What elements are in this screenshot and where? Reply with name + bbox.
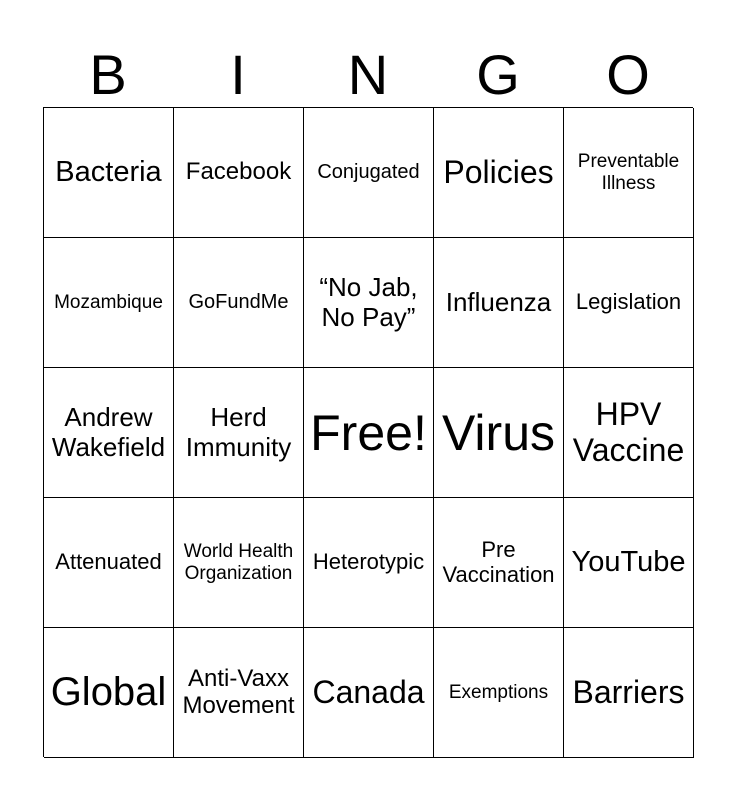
bingo-cell[interactable] bbox=[564, 498, 694, 628]
bingo-card-grid bbox=[43, 107, 693, 757]
header-letter-o: O bbox=[606, 43, 650, 106]
bingo-cell[interactable] bbox=[434, 238, 564, 368]
bingo-cell-label: Virus bbox=[441, 404, 555, 461]
bingo-cell[interactable] bbox=[434, 108, 564, 238]
bingo-cell[interactable] bbox=[174, 628, 304, 758]
bingo-cell[interactable] bbox=[304, 238, 434, 368]
bingo-cell-label: Attenuated bbox=[55, 549, 162, 575]
bingo-cell[interactable] bbox=[174, 368, 304, 498]
bingo-cell-label: GoFundMe bbox=[188, 291, 289, 314]
bingo-cell-label: Andrew Wakefield bbox=[51, 402, 166, 462]
bingo-cell[interactable] bbox=[44, 628, 174, 758]
bingo-cell[interactable] bbox=[44, 238, 174, 368]
bingo-cell-label: Mozambique bbox=[54, 291, 163, 313]
bingo-cell-label: Herd Immunity bbox=[185, 402, 292, 462]
bingo-cell-label: Barriers bbox=[572, 673, 685, 710]
bingo-cell-label: Legislation bbox=[575, 289, 682, 315]
bingo-cell[interactable] bbox=[304, 498, 434, 628]
bingo-cell-label: Bacteria bbox=[55, 156, 162, 189]
bingo-cell[interactable] bbox=[434, 368, 564, 498]
bingo-cell-label: Facebook bbox=[185, 158, 292, 186]
bingo-cell[interactable] bbox=[44, 368, 174, 498]
header-letter-g: G bbox=[476, 43, 520, 106]
bingo-cell[interactable] bbox=[564, 238, 694, 368]
bingo-cell[interactable] bbox=[564, 368, 694, 498]
header-letter-i: I bbox=[230, 43, 246, 106]
bingo-cell-label: World Health Organization bbox=[183, 541, 294, 584]
bingo-cell-label: Heterotypic bbox=[312, 549, 425, 575]
bingo-cell-label: Conjugated bbox=[317, 161, 420, 184]
bingo-cell-label: Pre Vaccination bbox=[442, 536, 555, 587]
bingo-cell-label: Policies bbox=[443, 153, 554, 190]
bingo-cell-label: YouTube bbox=[571, 546, 686, 579]
bingo-cell[interactable] bbox=[304, 628, 434, 758]
bingo-cell-label: HPV Vaccine bbox=[572, 395, 685, 468]
bingo-cell[interactable] bbox=[174, 498, 304, 628]
bingo-cell-label: Influenza bbox=[445, 286, 552, 317]
bingo-header bbox=[43, 44, 693, 106]
bingo-cell[interactable] bbox=[304, 108, 434, 238]
bingo-cell[interactable] bbox=[44, 498, 174, 628]
bingo-cell-label: Canada bbox=[312, 673, 425, 710]
bingo-cell[interactable] bbox=[174, 108, 304, 238]
bingo-cell[interactable] bbox=[564, 108, 694, 238]
header-letter-n: N bbox=[347, 43, 389, 106]
header-letter-b: B bbox=[89, 43, 127, 106]
bingo-cell[interactable] bbox=[44, 108, 174, 238]
bingo-cell[interactable] bbox=[434, 498, 564, 628]
bingo-cell-label: Preventable Illness bbox=[577, 151, 680, 194]
bingo-cell[interactable] bbox=[174, 238, 304, 368]
bingo-cell-label: Exemptions bbox=[448, 681, 549, 703]
bingo-cell-label: “No Jab, No Pay” bbox=[319, 272, 418, 332]
bingo-cell-label: Global bbox=[50, 670, 167, 715]
bingo-cell-label: Anti-Vaxx Movement bbox=[182, 664, 295, 719]
bingo-cell[interactable] bbox=[434, 628, 564, 758]
bingo-cell[interactable] bbox=[564, 628, 694, 758]
bingo-free-cell[interactable] bbox=[304, 368, 434, 498]
bingo-cell-label: Free! bbox=[310, 404, 427, 461]
